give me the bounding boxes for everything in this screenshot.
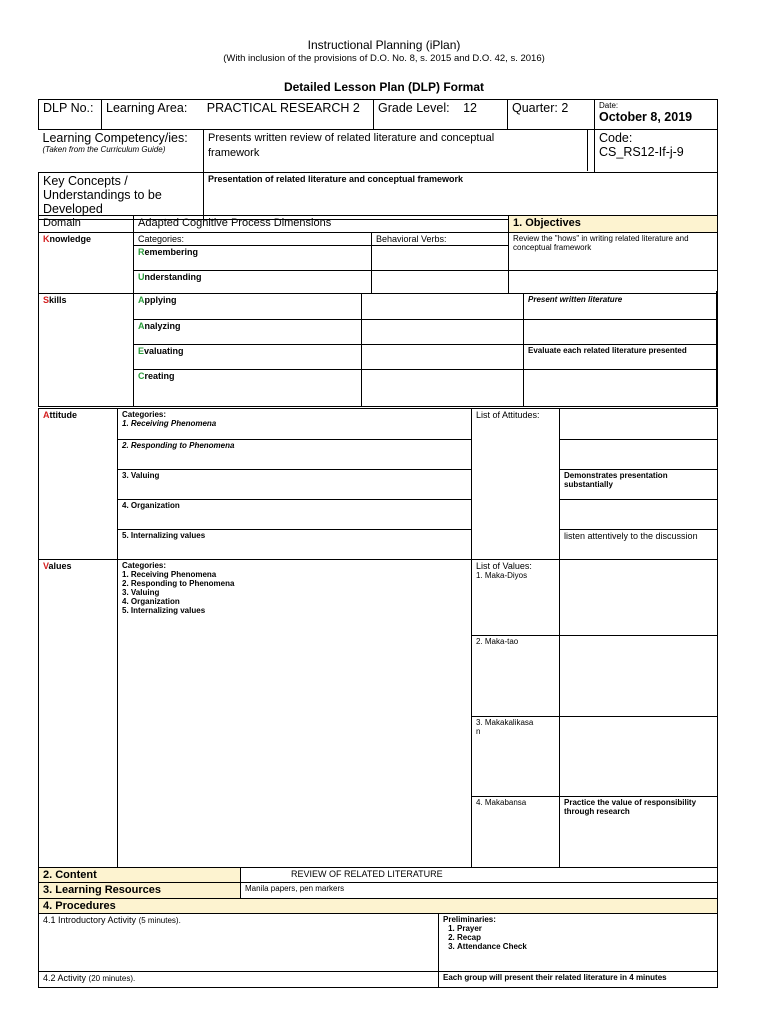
attitude-category-1: 1. Receiving Phenomena [122,419,217,428]
value-1-cell [472,560,560,636]
remembering-rest: emembering [144,247,199,257]
procedures-table [38,867,718,988]
content-label: 2. Content [39,868,241,883]
evaluating-label [134,345,362,370]
skills-rest: kills [49,295,67,305]
categories-label: Categories: [134,233,372,246]
preliminaries-cell [439,914,718,972]
document-subtitle: (With inclusion of the provisions of D.O. No. 8, s. 2015 and D.O. 42, s. 2016) [223,53,545,64]
attitude-categories [118,409,472,440]
values-category-5: 5. Internalizing values [122,606,206,615]
format-title: Detailed Lesson Plan (DLP) Format [283,80,485,94]
activity-time: (20 minutes). [88,974,136,983]
knowledge-label [39,233,134,294]
activity-description: Each group will present their related literature in 4 minutes [439,972,718,988]
attitude-initial: A [43,410,50,420]
introductory-activity-cell [39,914,439,972]
grade-level-label: Grade Level: [378,101,450,115]
attitude-category-5: 5. Internalizing values [122,531,206,540]
values-label [39,560,118,868]
values-table [38,559,718,868]
evaluating-initial: E [138,346,145,356]
attitude-categories-label: Categories: [122,410,167,419]
values-category-3: 3. Valuing [122,588,160,597]
domain-label: Domain [39,216,134,233]
dlp-number-label: DLP No.: [39,100,102,130]
key-concepts-label: Key Concepts / Understandings to be Developed [39,173,204,219]
knowledge-rest: nowledge [49,234,92,244]
analyzing-initial: A [138,321,145,331]
analyzing-rest: nalyzing [144,321,181,331]
applying-rest: pplying [144,295,177,305]
evaluating-objective: Evaluate each related literature presented [524,345,718,370]
introductory-activity-label: 4.1 Introductory Activity [43,915,137,925]
competency-value: Presents written review of related literature and conceptual framework [208,132,495,159]
competency-label: Learning Competency/ies: [42,131,188,145]
attitude-label [39,409,118,560]
value-1: 1. Maka-Diyos [476,571,528,580]
applying-objective: Present written literature [524,294,718,320]
preliminary-item: 1. Prayer [457,924,713,933]
activity-label: 4.2 Activity [43,973,87,983]
preliminary-item: 3. Attendance Check [457,942,713,951]
values-category-2: 2. Responding to Phenomena [122,579,235,588]
content-value: REVIEW OF RELATED LITERATURE [241,868,718,883]
preliminaries-label: Preliminaries: [443,915,496,924]
evaluating-rest: valuating [144,346,184,356]
grade-level-value: 12 [463,101,477,115]
code-label: Code: [599,131,633,145]
attitude-category-4: 4. Organization [122,501,180,510]
values-category-4: 4. Organization [122,597,180,606]
values-category-1: 1. Receiving Phenomena [122,570,217,579]
creating-rest: reating [144,371,175,381]
skills-initial: S [43,295,50,305]
remembering-initial: R [138,247,145,257]
learning-area-label: Learning Area: [106,101,188,115]
code-cell [595,130,718,173]
procedures-label: 4. Procedures [39,899,718,914]
applying-initial: A [138,295,145,305]
attitude-category-2: 2. Responding to Phenomena [122,441,235,450]
learning-area-cell [102,100,374,130]
value-2: 2. Maka-tao [472,636,560,717]
attitude-category-3: 3. Valuing [122,471,160,480]
behavioral-verbs-label: Behavioral Verbs: [372,233,509,246]
quarter-label: Quarter: 2 [508,100,595,130]
list-of-attitudes-label: List of Attitudes: [472,409,560,560]
acpd-label: Adapted Cognitive Process Dimensions [134,216,509,233]
list-of-values-label: List of Values: [476,561,532,571]
creating-initial: C [138,371,145,381]
code-value: CS_RS12-If-j-9 [599,145,684,159]
values-initial: V [43,561,49,571]
knowledge-table [38,215,718,294]
remembering-label [134,246,372,271]
value-4: 4. Makabansa [472,797,560,868]
value-4-objective: Practice the value of responsibility through research [560,797,718,868]
values-categories-label: Categories: [122,561,167,570]
analyzing-label [134,320,362,345]
values-rest: alues [48,561,72,571]
competency-note: (Taken from the Curriculum Guide) [42,145,166,154]
attitude-rest: ttitude [49,410,77,420]
learning-resources-value: Manila papers, pen markers [241,883,718,899]
grade-level-cell [374,100,508,130]
preliminary-item: 2. Recap [457,933,713,942]
learning-resources-label: 3. Learning Resources [39,883,241,899]
creating-label [134,370,362,407]
understanding-rest: nderstanding [144,272,202,282]
date-cell [595,100,718,130]
skills-table [38,293,718,407]
values-categories [118,560,472,868]
date-label: Date: [599,101,619,110]
document-title: Instructional Planning (iPlan) [307,38,461,52]
attitude-table [38,408,718,560]
objectives-label: 1. Objectives [509,216,718,233]
value-3: 3. Makakalikasa n [472,717,560,797]
introductory-activity-time: (5 minutes). [138,916,181,925]
remembering-objective: Review the "hows" in writing related literature and conceptual framework [509,233,718,271]
knowledge-initial: K [43,234,50,244]
applying-label [134,294,362,320]
understanding-initial: U [138,272,145,282]
activity-cell [39,972,439,988]
skills-label [39,294,134,407]
date-value: October 8, 2019 [599,110,693,124]
key-concepts-value: Presentation of related literature and conceptual framework [208,174,464,184]
attitude-5: listen attentively to the discussion [560,530,718,560]
learning-area-value: PRACTICAL RESEARCH 2 [206,101,360,115]
attitude-3: Demonstrates presentation substantially [560,470,718,500]
